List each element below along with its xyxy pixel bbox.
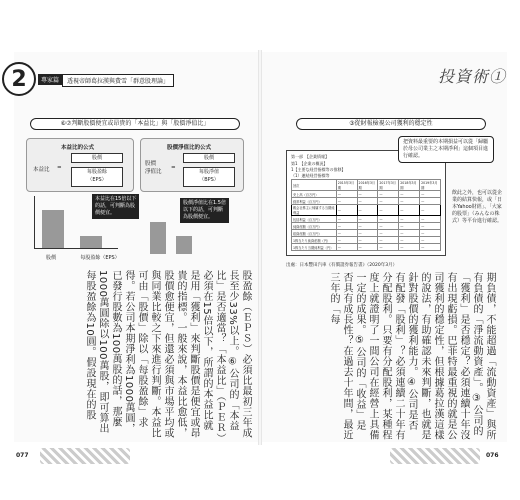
left-page-number: 077 <box>16 452 29 459</box>
bar-eps <box>80 236 102 248</box>
pe-formula-heading: 本益比的公式 <box>61 145 95 151</box>
report-cell: 1株当たり当期純利益（円） <box>292 244 337 251</box>
report-col-header: 2015年3月期 <box>336 180 357 191</box>
report-cell: — <box>399 244 420 251</box>
bar-pb-bps <box>176 236 192 254</box>
report-col-header: 2016年3月期 <box>357 180 378 191</box>
report-part: 第一部 【企業情報】 <box>291 154 329 159</box>
report-col-header: 2017年3月期 <box>378 180 399 191</box>
report-row <box>292 244 441 251</box>
report-cell: — <box>336 216 357 223</box>
investment-logo: 投資術① <box>438 67 507 86</box>
left-footer-illustration <box>40 448 130 464</box>
right-page-number: 076 <box>486 452 499 459</box>
report-col-header: 回次 <box>292 180 337 191</box>
report-cell: — <box>420 223 441 230</box>
report-cell: — <box>378 191 399 198</box>
report-cell: — <box>336 223 357 230</box>
report-cell: — <box>336 230 357 237</box>
pe-denominator: 每股盈餘 （EPS） <box>71 167 123 187</box>
report-cell: — <box>357 230 378 237</box>
pb-formula-heading: 股價淨值比的公式 <box>167 145 212 151</box>
report-cell: — <box>378 205 399 216</box>
right-footer-illustration <box>390 448 480 464</box>
report-cell: 総資産額（百万円） <box>292 230 337 237</box>
financial-report-table <box>286 150 446 256</box>
report-cell: — <box>378 244 399 251</box>
speech-bubble: 把資料最重要的本期損益可以從「歸屬於母公司業主之本期淨利」這個項目進行確認。 <box>398 136 494 163</box>
report-subheading: 1【主要な経営指標等の推移】 （1）連結経営指標等 <box>291 167 346 178</box>
report-cell: — <box>357 223 378 230</box>
report-cell: — <box>420 198 441 205</box>
chart-label-eps: 每股盈餘（EPS） <box>80 255 120 261</box>
pe-callout: 本益比在15倍以下 的話，可判斷為股 價便宜。 <box>92 194 139 219</box>
report-cell: — <box>378 216 399 223</box>
report-row <box>292 198 441 205</box>
report-cell: — <box>399 230 420 237</box>
report-cell: — <box>378 237 399 244</box>
report-cell: — <box>378 230 399 237</box>
pe-label: 本益比 <box>33 167 50 173</box>
report-cell: — <box>378 223 399 230</box>
report-row <box>292 216 441 223</box>
report-cell: — <box>399 216 420 223</box>
report-cell: — <box>420 244 441 251</box>
report-cell: — <box>336 244 357 251</box>
report-cell: — <box>399 198 420 205</box>
report-cell: — <box>357 191 378 198</box>
report-cell: — <box>420 230 441 237</box>
report-row <box>292 237 441 244</box>
left-body-text: 股盈餘（ＥＰＳ）必須比最初三年成長至少33%以上。⑥公司的「本益比」是否適當？「本益比」（ＰＥＲ）必須在15倍以下，所謂的本益比就是用「獲利」來判斷股價是便宜或昂貴的指標。一般來說，本益比愈低，股價愈便宜，但還必須與市場平均或與同業比較之下來進行判斷。本益比可由「股價」除以「每股盈餘」求得。若公司本期淨利為1000萬圓，已發行股數為100萬股的話，那麼1000萬圓除以100萬股，即可算出每股盈餘為10圓。假設現在的股 <box>84 270 251 439</box>
report-cell: — <box>357 216 378 223</box>
report-grid <box>291 179 441 251</box>
report-cell: — <box>378 198 399 205</box>
pb-equals: = <box>171 165 176 171</box>
report-cell: 売上高（百万円） <box>292 191 337 198</box>
report-heading: 第1 【企業の概況】 <box>291 161 328 166</box>
report-cell: — <box>357 198 378 205</box>
table-source: 出處：日本豐田汽車《有價證券報告書》（2020年3月） <box>286 263 398 268</box>
report-cell: 経常利益（百万円） <box>292 198 337 205</box>
report-cell: — <box>399 191 420 198</box>
side-note: 飲此之外，也可以從企業的結算快報，或「日本Yahoo財經」、「大家的股票」（みんなの株式）等平台進行確認。 <box>452 190 503 224</box>
chapter-number: 2 <box>2 62 36 96</box>
chart-label-price: 股價 <box>45 255 56 261</box>
book-gutter <box>258 50 262 445</box>
bar-pb-price <box>150 222 166 254</box>
pe-numerator: 股價 <box>71 153 123 163</box>
report-cell: — <box>336 198 357 205</box>
report-cell: 純資産額（百万円） <box>292 223 337 230</box>
report-cell: — <box>336 237 357 244</box>
pe-formula-box <box>26 138 134 192</box>
report-col-header: 2018年3月期 <box>399 180 420 191</box>
bar-stock-price <box>42 210 64 248</box>
report-cell: 包括利益（百万円） <box>292 216 337 223</box>
chart-x-axis <box>34 248 118 249</box>
report-cell: — <box>420 216 441 223</box>
chart-y-axis <box>34 196 35 248</box>
report-cell: — <box>357 244 378 251</box>
pe-equals: = <box>57 165 62 171</box>
report-cell: — <box>357 237 378 244</box>
report-col-header: 2019年3月期 <box>420 180 441 191</box>
report-cell: — <box>399 223 420 230</box>
report-row <box>292 223 441 230</box>
report-row <box>292 230 441 237</box>
report-cell: — <box>420 237 441 244</box>
pb-callout: 股價淨值比在1.5倍 以下的話，可判斷 為股價便宜。 <box>180 198 229 223</box>
report-cell: — <box>420 191 441 198</box>
report-cell: — <box>399 237 420 244</box>
report-cell: — <box>336 205 357 216</box>
report-cell: 1株当たり純資産額（円） <box>292 237 337 244</box>
left-section-title: ⑥⑦判斷股價便宜或昂貴的「本益比」與「股價淨值比」 <box>30 118 240 130</box>
pb-numerator: 股價 <box>183 153 235 163</box>
report-cell: 親会社株主に帰属する当期純利益 <box>293 206 335 215</box>
report-row <box>292 191 441 198</box>
report-cell: — <box>336 191 357 198</box>
report-cell: — <box>399 205 420 216</box>
right-body-text: 期負債，不能超過「流動資產」與所有負債的「淨流動資產」。③公司的「獲利」是否穩定？必須連續十年沒有出現虧損。巴菲特最重視的就是公司獲利的穩定性，但根據葛拉漢這樣的說法，有助確認未來判斷，也就是針對股價的獲利能力。④公司是否有配發「股利」？必須連續二十年有分配股利。只要有分配股利，某種程度上就證明了一間公司在經營上具備一定的成果。⑤公司的「收益」是否具有成長性？在過去十年間，最近三年的「每 <box>328 272 495 440</box>
pb-formula-box <box>140 138 244 192</box>
right-section-title: ③從財報檢視公司獲利的穩定性 <box>296 118 486 130</box>
pb-label: 股價 淨值比 <box>145 161 162 175</box>
report-cell: — <box>357 205 378 216</box>
chapter-title: 透視帝師葛拉漢與費雪「群意股理論」 <box>62 74 174 87</box>
chapter-badge: 專家篇 <box>38 74 62 85</box>
report-cell: — <box>420 205 441 216</box>
pb-denominator: 每股淨值 （BPS） <box>183 167 235 187</box>
report-row <box>292 205 441 216</box>
